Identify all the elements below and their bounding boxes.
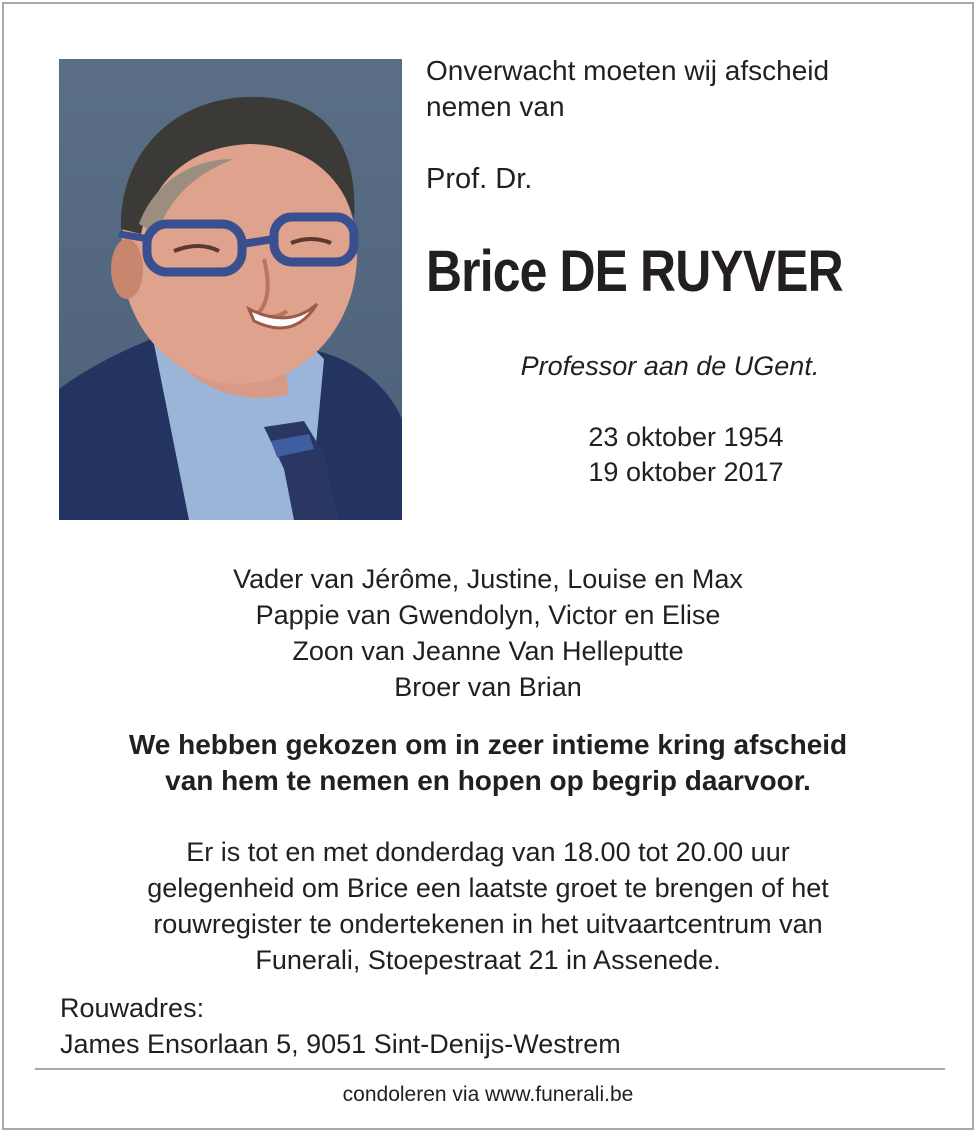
visitation-info [0, 834, 976, 978]
visit-line: gelegenheid om Brice een laatste groet te brengen of het [147, 873, 829, 903]
life-dates [410, 420, 962, 490]
condolence-link[interactable]: condoleren via www.funerali.be [342, 1083, 634, 1106]
mourning-address [60, 990, 621, 1062]
portrait-photo [59, 59, 402, 520]
address-label: Rouwadres: [60, 993, 205, 1023]
intro-line: nemen van [426, 91, 565, 122]
academic-title: Prof. Dr. [426, 163, 533, 195]
family-list [0, 561, 976, 705]
family-line: Vader van Jérôme, Justine, Louise en Max [233, 564, 743, 594]
visit-line: Er is tot en met donderdag van 18.00 tot 20.00 uur [186, 837, 790, 867]
death-date: 19 oktober 2017 [588, 457, 784, 487]
divider [35, 1068, 945, 1070]
farewell-statement [0, 727, 976, 799]
family-line: Broer van Brian [394, 672, 582, 702]
statement-line: van hem te nemen en hopen op begrip daarvoor. [165, 765, 811, 796]
deceased-role: Professor aan de UGent. [520, 351, 820, 381]
intro-text [426, 53, 946, 125]
statement-line: We hebben gekozen om in zeer intieme kring afscheid [128, 729, 848, 760]
deceased-name: Brice DE RUYVER [426, 239, 843, 304]
intro-line: Onverwacht moeten wij afscheid [426, 55, 830, 86]
family-line: Pappie van Gwendolyn, Victor en Elise [255, 600, 721, 630]
visit-line: Funerali, Stoepestraat 21 in Assenede. [255, 945, 721, 975]
birth-date: 23 oktober 1954 [588, 422, 784, 452]
address-value: James Ensorlaan 5, 9051 Sint-Denijs-Westrem [60, 1029, 621, 1059]
visit-line: rouwregister te ondertekenen in het uitvaartcentrum van [153, 909, 823, 939]
family-line: Zoon van Jeanne Van Helleputte [292, 636, 684, 666]
